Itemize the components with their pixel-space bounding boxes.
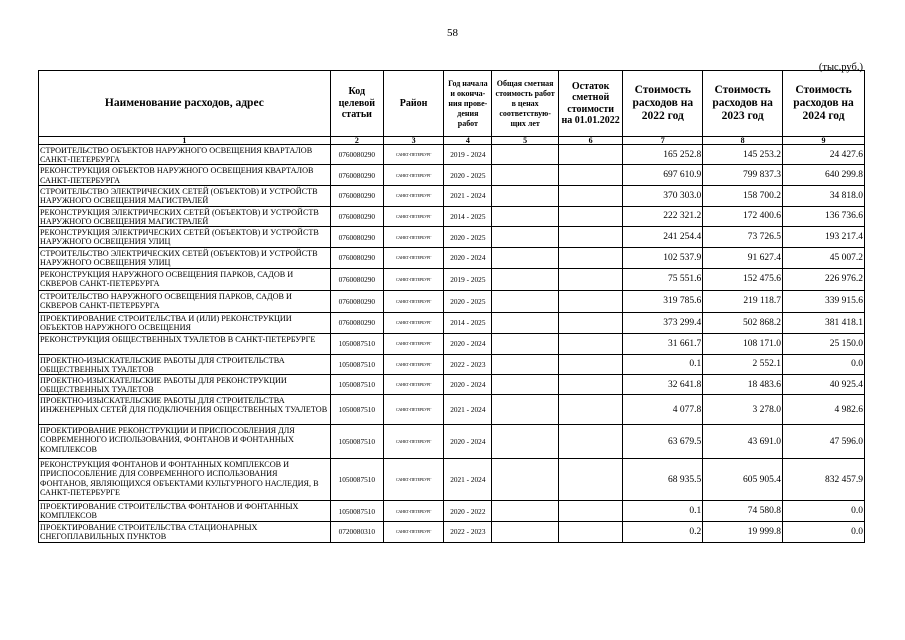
- row-cost-2023: 108 171.0: [703, 333, 783, 354]
- row-district: САНКТ-ПЕТЕРБУРГ: [383, 354, 443, 374]
- row-cost-2023: 2 552.1: [703, 354, 783, 374]
- row-cost-2023: 74 580.8: [703, 501, 783, 522]
- row-estimate: [492, 165, 559, 185]
- row-cost-2024: 226 976.2: [783, 268, 865, 290]
- column-number: 1: [39, 137, 331, 145]
- column-number: 6: [558, 137, 622, 145]
- column-number: 8: [703, 137, 783, 145]
- row-cost-2024: 193 217.4: [783, 227, 865, 248]
- header-cost-2022: Стоимость расходов на 2022 год: [623, 71, 703, 137]
- row-estimate: [492, 248, 559, 268]
- column-number: 5: [492, 137, 559, 145]
- row-name: СТРОИТЕЛЬСТВО ОБЪЕКТОВ НАРУЖНОГО ОСВЕЩЕНИЯ КВАРТАЛОВ САНКТ-ПЕТЕРБУРГА: [39, 145, 331, 165]
- table-row: [39, 501, 865, 522]
- table-row: [39, 374, 865, 394]
- column-number: 7: [623, 137, 703, 145]
- row-period: 2020 - 2025: [444, 165, 492, 185]
- row-remainder: [558, 395, 622, 425]
- row-name: ПРОЕКТИРОВАНИЕ РЕКОНСТРУКЦИИ И ПРИСПОСОБЛЕНИЯ ДЛЯ СОВРЕМЕННОГО ИСПОЛЬЗОВАНИЯ, ФОНТАНОВ И ФОНТАННЫХ КОМПЛЕКСОВ: [39, 425, 331, 459]
- row-cost-2022: 319 785.6: [623, 290, 703, 312]
- row-period: 2021 - 2024: [444, 395, 492, 425]
- row-remainder: [558, 333, 622, 354]
- row-cost-2024: 339 915.6: [783, 290, 865, 312]
- row-period: 2020 - 2025: [444, 227, 492, 248]
- row-cost-2023: 152 475.6: [703, 268, 783, 290]
- row-cost-2023: 145 253.2: [703, 145, 783, 165]
- header-cost-2024: Стоимость расходов на 2024 год: [783, 71, 865, 137]
- row-estimate: [492, 459, 559, 501]
- row-district: САНКТ-ПЕТЕРБУРГ: [383, 374, 443, 394]
- row-code: 1050087510: [330, 395, 383, 425]
- row-cost-2023: 43 691.0: [703, 425, 783, 459]
- row-code: 1050087510: [330, 333, 383, 354]
- table-row: [39, 312, 865, 333]
- row-name: ПРОЕКТИРОВАНИЕ СТРОИТЕЛЬСТВА И (ИЛИ) РЕКОНСТРУКЦИИ ОБЪЕКТОВ НАРУЖНОГО ОСВЕЩЕНИЯ: [39, 312, 331, 333]
- header-estimate: Общая сметная стоимость работ в ценах соответствую-щих лет: [492, 71, 559, 137]
- row-remainder: [558, 248, 622, 268]
- row-remainder: [558, 522, 622, 542]
- row-cost-2022: 102 537.9: [623, 248, 703, 268]
- row-period: 2019 - 2024: [444, 145, 492, 165]
- row-estimate: [492, 185, 559, 206]
- row-code: 0760080290: [330, 290, 383, 312]
- table-row: [39, 145, 865, 165]
- row-remainder: [558, 145, 622, 165]
- table-row: [39, 227, 865, 248]
- row-name: СТРОИТЕЛЬСТВО НАРУЖНОГО ОСВЕЩЕНИЯ ПАРКОВ, САДОВ И СКВЕРОВ САНКТ-ПЕТЕРБУРГА: [39, 290, 331, 312]
- table-row: [39, 206, 865, 226]
- row-period: 2020 - 2025: [444, 290, 492, 312]
- row-code: 0760080290: [330, 227, 383, 248]
- column-number: 2: [330, 137, 383, 145]
- row-code: 0760080290: [330, 165, 383, 185]
- row-estimate: [492, 312, 559, 333]
- row-district: САНКТ-ПЕТЕРБУРГ: [383, 290, 443, 312]
- table-row: [39, 395, 865, 425]
- row-name: РЕКОНСТРУКЦИЯ ЭЛЕКТРИЧЕСКИХ СЕТЕЙ (ОБЪЕКТОВ) И УСТРОЙСТВ НАРУЖНОГО ОСВЕЩЕНИЯ МАГИСТРАЛЕЙ: [39, 206, 331, 226]
- row-cost-2023: 799 837.3: [703, 165, 783, 185]
- row-cost-2024: 45 007.2: [783, 248, 865, 268]
- row-remainder: [558, 501, 622, 522]
- row-period: 2020 - 2022: [444, 501, 492, 522]
- row-remainder: [558, 227, 622, 248]
- row-estimate: [492, 522, 559, 542]
- row-cost-2022: 697 610.9: [623, 165, 703, 185]
- row-district: САНКТ-ПЕТЕРБУРГ: [383, 312, 443, 333]
- header-code: Код целевой статьи: [330, 71, 383, 137]
- row-district: САНКТ-ПЕТЕРБУРГ: [383, 206, 443, 226]
- table-row: [39, 333, 865, 354]
- row-period: 2021 - 2024: [444, 185, 492, 206]
- table-row: [39, 248, 865, 268]
- row-cost-2024: 832 457.9: [783, 459, 865, 501]
- row-cost-2023: 19 999.8: [703, 522, 783, 542]
- row-estimate: [492, 354, 559, 374]
- row-cost-2022: 31 661.7: [623, 333, 703, 354]
- row-cost-2024: 34 818.0: [783, 185, 865, 206]
- row-cost-2022: 370 303.0: [623, 185, 703, 206]
- row-cost-2023: 18 483.6: [703, 374, 783, 394]
- row-district: САНКТ-ПЕТЕРБУРГ: [383, 522, 443, 542]
- row-estimate: [492, 290, 559, 312]
- row-estimate: [492, 395, 559, 425]
- row-cost-2022: 165 252.8: [623, 145, 703, 165]
- row-code: 1050087510: [330, 501, 383, 522]
- table-row: [39, 522, 865, 542]
- row-code: 1050087510: [330, 459, 383, 501]
- row-period: 2020 - 2024: [444, 425, 492, 459]
- column-number-row: [39, 137, 865, 145]
- row-code: 0760080290: [330, 206, 383, 226]
- table-row: [39, 459, 865, 501]
- row-cost-2024: 40 925.4: [783, 374, 865, 394]
- row-period: 2020 - 2024: [444, 333, 492, 354]
- row-cost-2022: 0.1: [623, 501, 703, 522]
- row-cost-2022: 0.2: [623, 522, 703, 542]
- header-name: Наименование расходов, адрес: [39, 71, 331, 137]
- row-period: 2021 - 2024: [444, 459, 492, 501]
- row-cost-2022: 68 935.5: [623, 459, 703, 501]
- row-period: 2019 - 2025: [444, 268, 492, 290]
- table-row: [39, 268, 865, 290]
- row-cost-2023: 158 700.2: [703, 185, 783, 206]
- row-cost-2023: 73 726.5: [703, 227, 783, 248]
- header-cost-2023: Стоимость расходов на 2023 год: [703, 71, 783, 137]
- row-cost-2024: 381 418.1: [783, 312, 865, 333]
- table-row: [39, 354, 865, 374]
- expenses-table: [38, 70, 865, 543]
- row-cost-2024: 25 150.0: [783, 333, 865, 354]
- row-name: ПРОЕКТНО-ИЗЫСКАТЕЛЬСКИЕ РАБОТЫ ДЛЯ СТРОИТЕЛЬСТВА ОБЩЕСТВЕННЫХ ТУАЛЕТОВ: [39, 354, 331, 374]
- row-period: 2022 - 2023: [444, 522, 492, 542]
- table-row: [39, 165, 865, 185]
- table-row: [39, 425, 865, 459]
- row-code: 1050087510: [330, 425, 383, 459]
- row-cost-2023: 219 118.7: [703, 290, 783, 312]
- row-code: 0760080290: [330, 312, 383, 333]
- row-cost-2022: 222 321.2: [623, 206, 703, 226]
- row-cost-2022: 63 679.5: [623, 425, 703, 459]
- header-district: Район: [383, 71, 443, 137]
- row-district: САНКТ-ПЕТЕРБУРГ: [383, 145, 443, 165]
- row-cost-2024: 0.0: [783, 501, 865, 522]
- row-cost-2022: 241 254.4: [623, 227, 703, 248]
- row-name: РЕКОНСТРУКЦИЯ ОБЪЕКТОВ НАРУЖНОГО ОСВЕЩЕНИЯ КВАРТАЛОВ САНКТ-ПЕТЕРБУРГА: [39, 165, 331, 185]
- row-name: ПРОЕКТИРОВАНИЕ СТРОИТЕЛЬСТВА ФОНТАНОВ И ФОНТАННЫХ КОМПЛЕКСОВ: [39, 501, 331, 522]
- table-row: [39, 185, 865, 206]
- row-remainder: [558, 425, 622, 459]
- row-remainder: [558, 459, 622, 501]
- row-code: 0760080290: [330, 248, 383, 268]
- row-period: 2020 - 2024: [444, 374, 492, 394]
- row-district: САНКТ-ПЕТЕРБУРГ: [383, 333, 443, 354]
- row-name: РЕКОНСТРУКЦИЯ ОБЩЕСТВЕННЫХ ТУАЛЕТОВ В САНКТ-ПЕТЕРБУРГЕ: [39, 333, 331, 354]
- row-district: САНКТ-ПЕТЕРБУРГ: [383, 248, 443, 268]
- row-estimate: [492, 227, 559, 248]
- row-cost-2023: 605 905.4: [703, 459, 783, 501]
- row-name: ПРОЕКТНО-ИЗЫСКАТЕЛЬСКИЕ РАБОТЫ ДЛЯ СТРОИТЕЛЬСТВА ИНЖЕНЕРНЫХ СЕТЕЙ ДЛЯ ПОДКЛЮЧЕНИЯ ОБЩЕСТВЕННЫХ ТУАЛЕТОВ: [39, 395, 331, 425]
- row-code: 0760080290: [330, 145, 383, 165]
- row-cost-2024: 47 596.0: [783, 425, 865, 459]
- row-cost-2024: 24 427.6: [783, 145, 865, 165]
- row-name: РЕКОНСТРУКЦИЯ ЭЛЕКТРИЧЕСКИХ СЕТЕЙ (ОБЪЕКТОВ) И УСТРОЙСТВ НАРУЖНОГО ОСВЕЩЕНИЯ УЛИЦ: [39, 227, 331, 248]
- row-remainder: [558, 290, 622, 312]
- row-estimate: [492, 206, 559, 226]
- row-period: 2022 - 2023: [444, 354, 492, 374]
- row-district: САНКТ-ПЕТЕРБУРГ: [383, 459, 443, 501]
- row-code: 0760080290: [330, 185, 383, 206]
- row-cost-2023: 91 627.4: [703, 248, 783, 268]
- row-remainder: [558, 354, 622, 374]
- table-row: [39, 290, 865, 312]
- row-district: САНКТ-ПЕТЕРБУРГ: [383, 501, 443, 522]
- row-estimate: [492, 145, 559, 165]
- row-cost-2022: 32 641.8: [623, 374, 703, 394]
- row-period: 2014 - 2025: [444, 312, 492, 333]
- row-district: САНКТ-ПЕТЕРБУРГ: [383, 395, 443, 425]
- row-estimate: [492, 374, 559, 394]
- row-name: РЕКОНСТРУКЦИЯ ФОНТАНОВ И ФОНТАННЫХ КОМПЛЕКСОВ И ПРИСПОСОБЛЕНИЕ ДЛЯ СОВРЕМЕННОГО ИСПОЛЬЗОВАНИЯ ФОНТАНОВ, ЯВЛЯЮЩИХСЯ ОБЪЕКТАМИ КУЛЬТУРНОГО НАСЛЕДИЯ, В САНКТ-ПЕТЕРБУРГЕ: [39, 459, 331, 501]
- row-name: РЕКОНСТРУКЦИЯ НАРУЖНОГО ОСВЕЩЕНИЯ ПАРКОВ, САДОВ И СКВЕРОВ САНКТ-ПЕТЕРБУРГА: [39, 268, 331, 290]
- row-period: 2020 - 2024: [444, 248, 492, 268]
- row-cost-2024: 640 299.8: [783, 165, 865, 185]
- row-name: СТРОИТЕЛЬСТВО ЭЛЕКТРИЧЕСКИХ СЕТЕЙ (ОБЪЕКТОВ) И УСТРОЙСТВ НАРУЖНОГО ОСВЕЩЕНИЯ УЛИЦ: [39, 248, 331, 268]
- row-cost-2023: 172 400.6: [703, 206, 783, 226]
- row-cost-2022: 4 077.8: [623, 395, 703, 425]
- row-cost-2022: 75 551.6: [623, 268, 703, 290]
- row-estimate: [492, 268, 559, 290]
- row-remainder: [558, 312, 622, 333]
- row-estimate: [492, 425, 559, 459]
- row-remainder: [558, 268, 622, 290]
- column-number: 3: [383, 137, 443, 145]
- row-code: 0760080290: [330, 268, 383, 290]
- row-remainder: [558, 165, 622, 185]
- row-cost-2023: 3 278.0: [703, 395, 783, 425]
- header-remainder: Остаток сметной стоимости на 01.01.2022: [558, 71, 622, 137]
- row-cost-2024: 136 736.6: [783, 206, 865, 226]
- row-estimate: [492, 333, 559, 354]
- row-name: ПРОЕКТНО-ИЗЫСКАТЕЛЬСКИЕ РАБОТЫ ДЛЯ РЕКОНСТРУКЦИИ ОБЩЕСТВЕННЫХ ТУАЛЕТОВ: [39, 374, 331, 394]
- header-period: Год начала и оконча-ния прове-дения работ: [444, 71, 492, 137]
- row-district: САНКТ-ПЕТЕРБУРГ: [383, 185, 443, 206]
- row-cost-2022: 0.1: [623, 354, 703, 374]
- row-district: САНКТ-ПЕТЕРБУРГ: [383, 425, 443, 459]
- row-cost-2022: 373 299.4: [623, 312, 703, 333]
- page-number: 58: [447, 27, 458, 39]
- row-district: САНКТ-ПЕТЕРБУРГ: [383, 165, 443, 185]
- units-label: (тыс.руб.): [818, 62, 863, 73]
- row-name: ПРОЕКТИРОВАНИЕ СТРОИТЕЛЬСТВА СТАЦИОНАРНЫХ СНЕГОПЛАВИЛЬНЫХ ПУНКТОВ: [39, 522, 331, 542]
- row-period: 2014 - 2025: [444, 206, 492, 226]
- column-number: 9: [783, 137, 865, 145]
- row-name: СТРОИТЕЛЬСТВО ЭЛЕКТРИЧЕСКИХ СЕТЕЙ (ОБЪЕКТОВ) И УСТРОЙСТВ НАРУЖНОГО ОСВЕЩЕНИЯ МАГИСТРАЛЕЙ: [39, 185, 331, 206]
- row-remainder: [558, 185, 622, 206]
- column-number: 4: [444, 137, 492, 145]
- row-cost-2023: 502 868.2: [703, 312, 783, 333]
- row-code: 1050087510: [330, 354, 383, 374]
- row-cost-2024: 4 982.6: [783, 395, 865, 425]
- row-code: 1050087510: [330, 374, 383, 394]
- row-cost-2024: 0.0: [783, 354, 865, 374]
- row-remainder: [558, 206, 622, 226]
- row-code: 0720080310: [330, 522, 383, 542]
- row-cost-2024: 0.0: [783, 522, 865, 542]
- row-district: САНКТ-ПЕТЕРБУРГ: [383, 268, 443, 290]
- row-district: САНКТ-ПЕТЕРБУРГ: [383, 227, 443, 248]
- row-remainder: [558, 374, 622, 394]
- row-estimate: [492, 501, 559, 522]
- header-row: [39, 71, 865, 137]
